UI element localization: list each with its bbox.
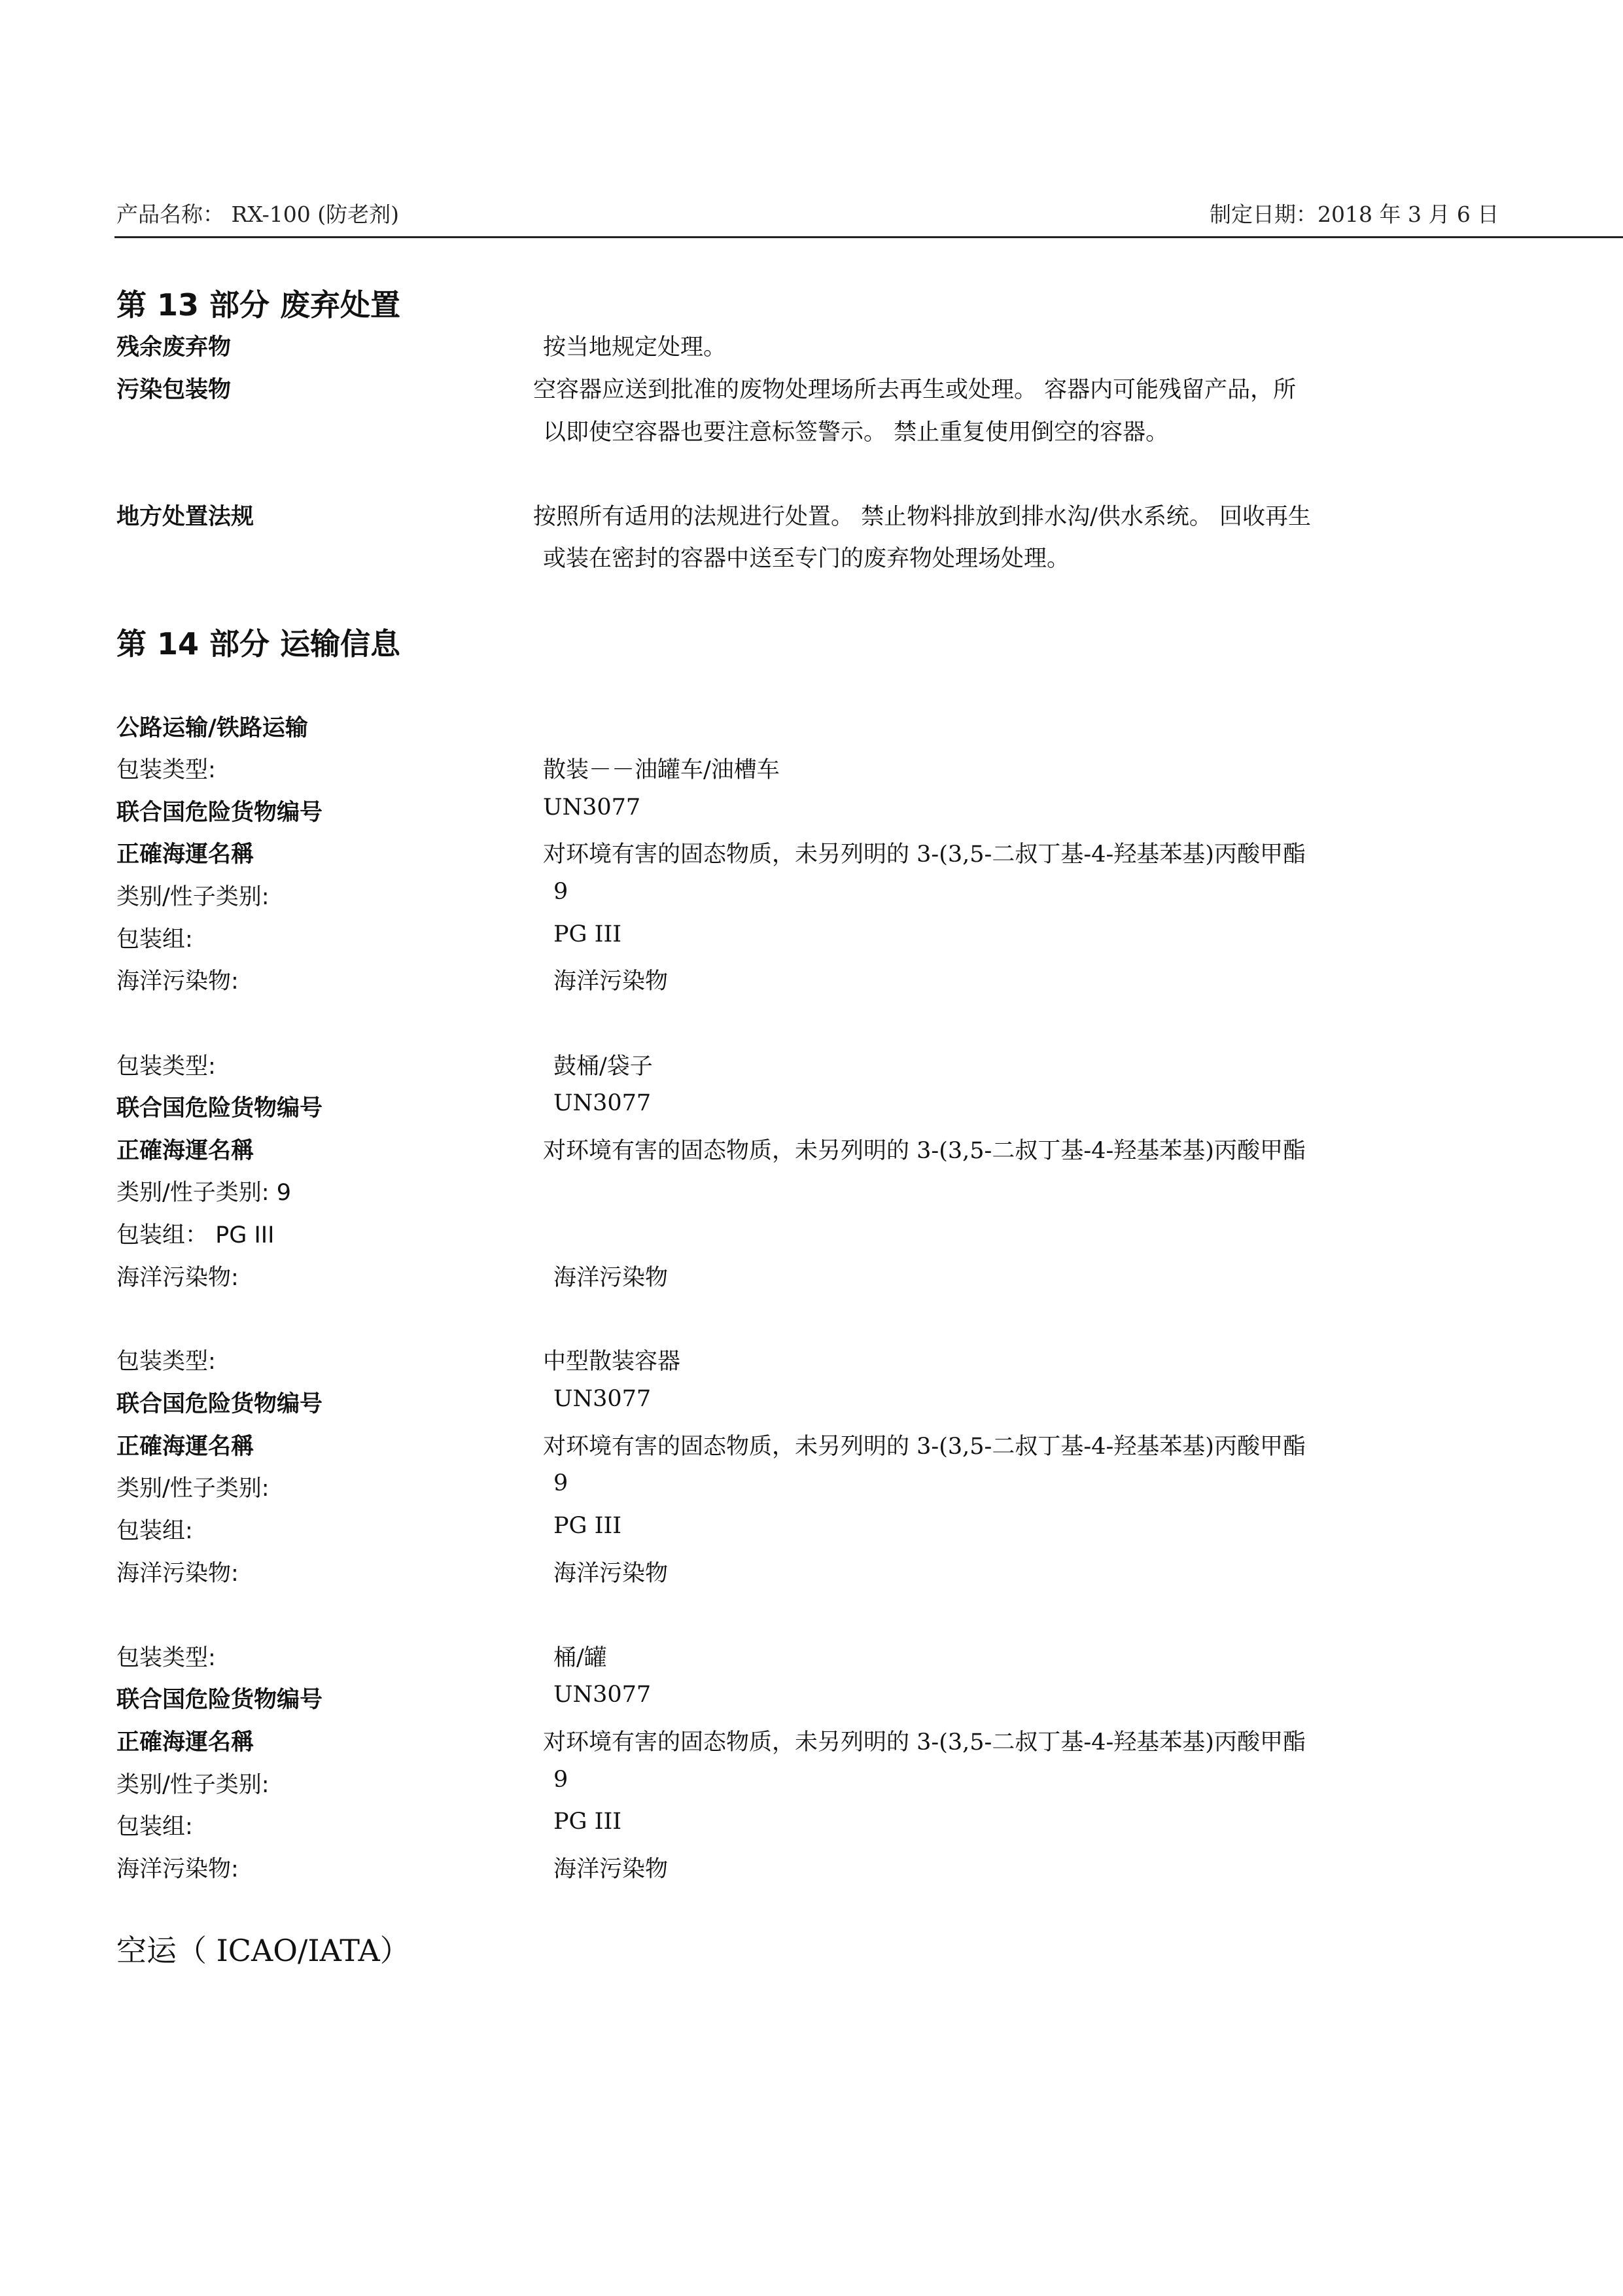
local-disposal-value-line1: 按照所有适用的法规进行处置。 禁止物料排放到排水沟/供水系统。 回收再生 bbox=[533, 504, 1312, 530]
un-number-value: UN3077 bbox=[553, 1386, 652, 1412]
pack-group-label: 包装组: bbox=[116, 927, 193, 953]
contaminated-packaging-label: 污染包装物 bbox=[116, 377, 232, 403]
pack-type-value: 鼓桶/袋子 bbox=[553, 1053, 653, 1080]
class-value: 9 bbox=[553, 1470, 568, 1496]
shipping-name-label: 正確海運名稱 bbox=[116, 1729, 254, 1756]
marine-pollutant-value: 海洋污染物 bbox=[553, 1265, 669, 1291]
header-divider bbox=[114, 236, 1623, 238]
local-disposal-value-line2: 或装在密封的容器中送至专门的废弃物处理场处理。 bbox=[543, 546, 1070, 572]
class-label: 类别/性子类别: bbox=[116, 1772, 270, 1798]
road-rail-heading: 公路运输/铁路运输 bbox=[116, 715, 308, 741]
pack-group-label: 包装组: bbox=[116, 1814, 193, 1840]
un-number-label: 联合国危险货物编号 bbox=[116, 800, 323, 826]
un-number-label: 联合国危险货物编号 bbox=[116, 1095, 323, 1122]
marine-pollutant-value: 海洋污染物 bbox=[553, 968, 669, 995]
shipping-name-label: 正確海運名稱 bbox=[116, 1138, 254, 1164]
shipping-name-label: 正確海運名稱 bbox=[116, 841, 254, 868]
pack-group-label: 包装组: bbox=[116, 1518, 193, 1544]
pack-type-value: 散装－－油罐车/油槽车 bbox=[543, 757, 780, 783]
un-number-value: UN3077 bbox=[553, 1682, 652, 1708]
residual-waste-label: 残余废弃物 bbox=[116, 334, 232, 361]
pack-type-label: 包装类型: bbox=[116, 1053, 216, 1080]
shipping-name-value: 对环境有害的固态物质，未另列明的 3-(3,5-二叔丁基-4-羟基苯基)丙酸甲酯 bbox=[543, 1729, 1306, 1756]
pack-group-inline: 包装组： PG III bbox=[116, 1222, 275, 1248]
section-14-title: 第 14 部分 运输信息 bbox=[116, 626, 401, 662]
marine-pollutant-label: 海洋污染物: bbox=[116, 1561, 239, 1587]
marine-pollutant-value: 海洋污染物 bbox=[553, 1856, 669, 1882]
un-number-value: UN3077 bbox=[543, 794, 641, 821]
pack-type-label: 包装类型: bbox=[116, 757, 216, 783]
revision-date: 制定日期：2018 年 3 月 6 日 bbox=[1210, 202, 1499, 227]
shipping-name-value: 对环境有害的固态物质，未另列明的 3-(3,5-二叔丁基-4-羟基苯基)丙酸甲酯 bbox=[543, 1434, 1306, 1460]
shipping-name-label: 正確海運名稱 bbox=[116, 1434, 254, 1460]
section-13-title: 第 13 部分 废弃处置 bbox=[116, 287, 401, 323]
un-number-label: 联合国危险货物编号 bbox=[116, 1687, 323, 1713]
un-number-label: 联合国危险货物编号 bbox=[116, 1391, 323, 1417]
class-label: 类别/性子类别: bbox=[116, 884, 270, 910]
pack-group-value: PG III bbox=[553, 1809, 622, 1835]
local-disposal-label: 地方处置法规 bbox=[116, 504, 254, 530]
marine-pollutant-label: 海洋污染物: bbox=[116, 1856, 239, 1882]
un-number-value: UN3077 bbox=[553, 1090, 652, 1116]
residual-waste-value: 按当地规定处理。 bbox=[543, 334, 727, 361]
class-value: 9 bbox=[553, 1767, 568, 1793]
contaminated-packaging-value-line2: 以即使空容器也要注意标签警示。 禁止重复使用倒空的容器。 bbox=[543, 419, 1169, 446]
shipping-name-value: 对环境有害的固态物质，未另列明的 3-(3,5-二叔丁基-4-羟基苯基)丙酸甲酯 bbox=[543, 841, 1306, 868]
pack-group-value: PG III bbox=[553, 1513, 622, 1539]
class-inline: 类别/性子类别: 9 bbox=[116, 1180, 291, 1206]
pack-type-label: 包装类型: bbox=[116, 1349, 216, 1375]
marine-pollutant-label: 海洋污染物: bbox=[116, 1265, 239, 1291]
pack-group-value: PG III bbox=[553, 921, 622, 947]
pack-type-value: 中型散装容器 bbox=[543, 1349, 681, 1375]
marine-pollutant-value: 海洋污染物 bbox=[553, 1561, 669, 1587]
pack-type-value: 桶/罐 bbox=[553, 1645, 607, 1671]
marine-pollutant-label: 海洋污染物: bbox=[116, 968, 239, 995]
class-label: 类别/性子类别: bbox=[116, 1475, 270, 1502]
shipping-name-value: 对环境有害的固态物质，未另列明的 3-(3,5-二叔丁基-4-羟基苯基)丙酸甲酯 bbox=[543, 1138, 1306, 1164]
air-transport-title: 空运（ ICAO/IATA） bbox=[116, 1933, 410, 1968]
product-name: 产品名称： RX-100 (防老剂) bbox=[116, 202, 400, 227]
contaminated-packaging-value-line1: 空容器应送到批准的废物处理场所去再生或处理。 容器内可能残留产品，所 bbox=[533, 377, 1297, 403]
pack-type-label: 包装类型: bbox=[116, 1645, 216, 1671]
class-value: 9 bbox=[553, 879, 568, 905]
